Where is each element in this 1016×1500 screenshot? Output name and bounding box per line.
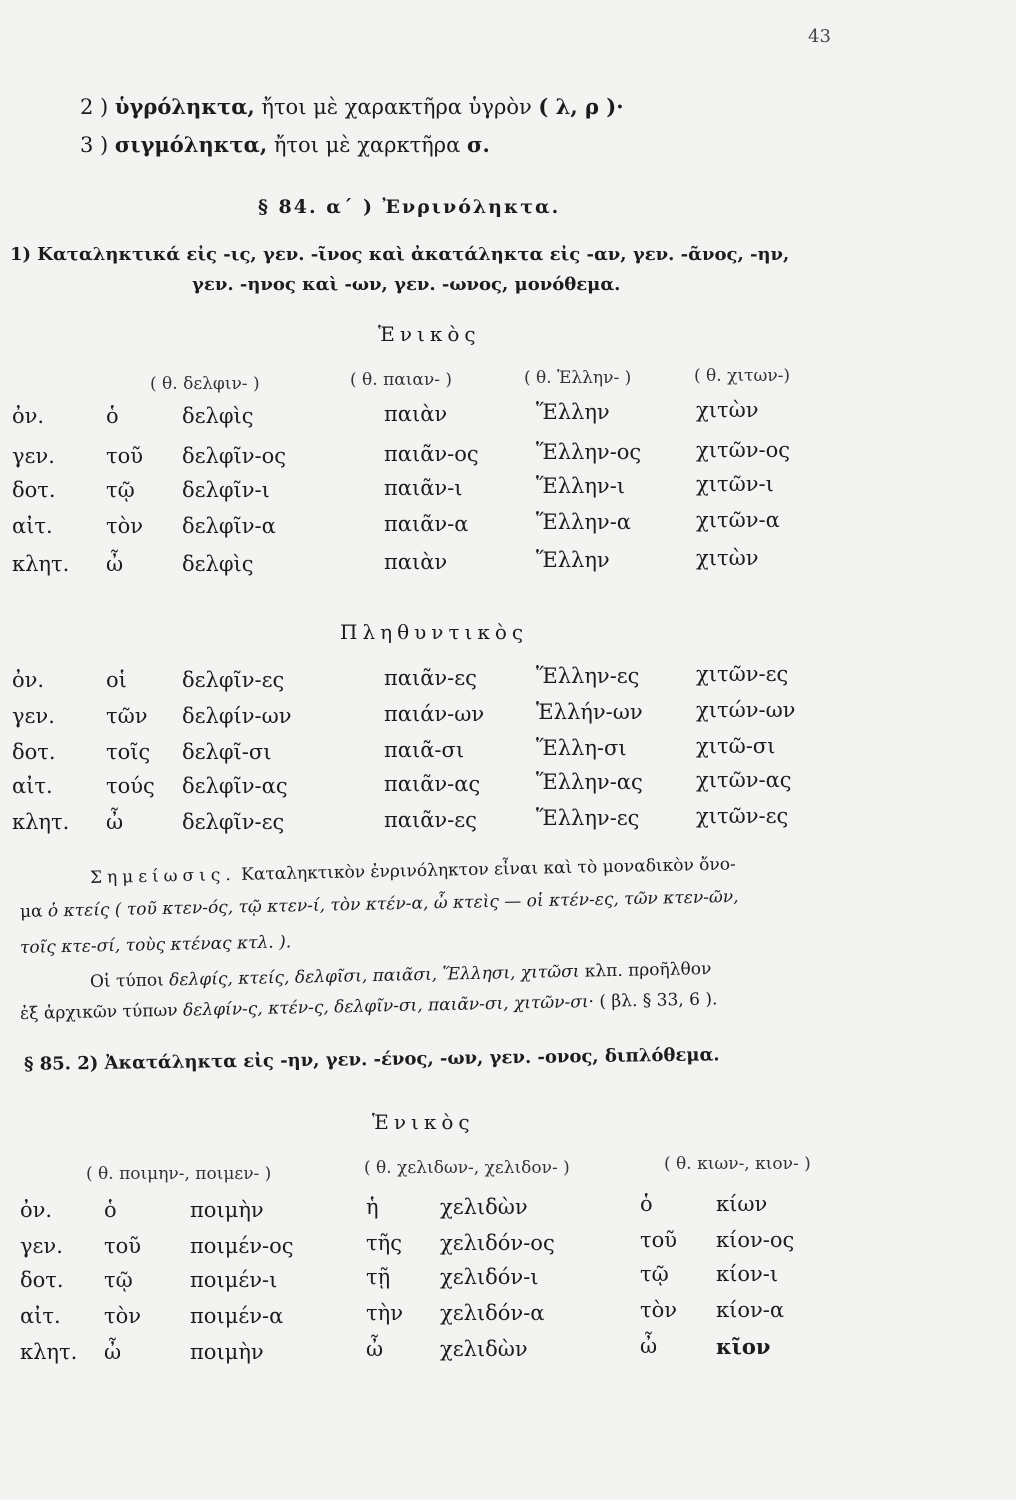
- form-chiton: χιτῶν-ι: [696, 472, 774, 496]
- case-label: αἰτ.: [12, 514, 53, 538]
- form-hellen: Ἕλλην: [536, 400, 610, 424]
- form-hellen: Ἑλλήν-ων: [536, 700, 643, 724]
- item-number: 2 ): [80, 95, 109, 119]
- note-line-4: [89, 958, 712, 992]
- form-paian: παιᾶν-α: [384, 512, 469, 536]
- form-chiton: χιτῶν-ες: [696, 804, 789, 828]
- section-85-heading: § 85. 2) Ἀκατάληκτα εἰς -ην, γεν. -ένος, -ων, γεν. -ονος, διπλόθεμα.: [23, 1044, 720, 1075]
- article: τοῦ: [640, 1228, 678, 1252]
- article: τῷ: [640, 1262, 669, 1286]
- note-italic-text: ὁ κτείς ( τοῦ κτεν-ός, τῷ κτεν-ί, τὸν κτέν-α, ὦ κτεὶς — οἱ κτέν-ες, τῶν κτεν-ῶν,: [47, 886, 739, 922]
- article: τοῦ: [104, 1234, 142, 1258]
- article: οἱ: [106, 668, 127, 692]
- case-label: γεν.: [12, 444, 55, 468]
- page-number: 43: [808, 26, 831, 47]
- form-poimen: ποιμέν-ος: [190, 1234, 294, 1258]
- stem-header-chiton: ( θ. χιτων-): [694, 366, 791, 386]
- form-delphin: δελφῖν-α: [182, 514, 276, 538]
- section-85-singular-heading: Ἑνικὸς: [372, 1110, 475, 1134]
- note-line-3: [20, 934, 292, 957]
- form-poimen: ποιμέν-ι: [190, 1268, 278, 1292]
- note-line-5: [20, 991, 718, 1023]
- form-paian: παιᾶν-ος: [384, 442, 479, 466]
- form-paian: παιάν-ων: [384, 702, 485, 726]
- item-number: 3 ): [80, 133, 109, 157]
- form-poimen: ποιμὴν: [190, 1340, 264, 1364]
- case-label: αἰτ.: [20, 1304, 61, 1328]
- form-poimen: ποιμέν-α: [190, 1304, 284, 1328]
- stem-header-kion: ( θ. κιων-, κιον- ): [664, 1154, 811, 1174]
- form-paian: παιὰν: [384, 402, 448, 426]
- form-chiton: χιτῶν-ας: [696, 768, 792, 792]
- form-kion: κίον-α: [716, 1298, 785, 1322]
- article: ἡ: [366, 1195, 379, 1219]
- stem-header-chelidon: ( θ. χελιδων-, χελιδον- ): [364, 1158, 570, 1178]
- form-delphin: δελφῖν-ες: [182, 810, 285, 834]
- term: ὑγρόληκτα,: [114, 94, 255, 119]
- article: τοῖς: [106, 740, 151, 764]
- note-italic-text: δελφίς, κτείς, δελφῖσι, παιᾶσι, Ἕλλησι, χιτῶσι: [168, 961, 580, 991]
- form-delphin: δελφίν-ων: [182, 704, 292, 728]
- form-chelidon: χελιδόν-ι: [440, 1265, 539, 1289]
- form-delphin: δελφὶς: [182, 404, 254, 428]
- singular-heading: Ἑνικὸς: [378, 322, 481, 346]
- form-paian: παιᾶ-σι: [384, 738, 465, 762]
- note-italic-text: τοῖς κτε-σί, τοὺς κτένας κτλ. ).: [19, 932, 292, 958]
- form-chiton: χιτὼν: [696, 546, 759, 570]
- form-chiton: χιτῶν-α: [696, 508, 780, 532]
- note-line-2: [19, 886, 739, 922]
- form-chelidon: χελιδὼν: [440, 1337, 528, 1361]
- form-delphin: δελφῖ-σι: [182, 740, 272, 764]
- section-84-rule-line-2: γεν. -ηνος καὶ -ων, γεν. -ωνος, μονόθεμα.: [192, 274, 621, 295]
- note-text: ἐξ ἀρχικῶν τύπων: [19, 1000, 178, 1024]
- form-delphin: δελφῖν-ι: [182, 478, 270, 502]
- case-label: δοτ.: [12, 478, 56, 502]
- form-delphin: δελφῖν-ες: [182, 668, 285, 692]
- form-hellen: Ἕλλη-σι: [536, 736, 627, 760]
- case-label: κλητ.: [12, 810, 70, 834]
- intro-item-2: [80, 94, 624, 119]
- article: ὁ: [104, 1198, 117, 1222]
- note-text: μα: [19, 901, 43, 922]
- note-italic-text: δελφίν-ς, κτέν-ς, δελφῖν-σι, παιᾶν-σι, χιτῶν-σι·: [182, 991, 595, 1021]
- form-hellen: Ἕλλην-ας: [536, 770, 643, 794]
- article: τῷ: [106, 478, 135, 502]
- form-hellen: Ἕλλην-ες: [536, 664, 640, 688]
- characters: σ.: [466, 132, 490, 157]
- plural-heading: Πληθυντικὸς: [340, 620, 529, 644]
- case-label: κλητ.: [12, 552, 70, 576]
- article: τὸν: [106, 514, 144, 538]
- characters: ( λ, ρ )·: [538, 94, 624, 119]
- form-chelidon: χελιδόν-α: [440, 1301, 545, 1325]
- case-label: δοτ.: [12, 740, 56, 764]
- article: τούς: [106, 774, 155, 798]
- article: ὦ: [640, 1334, 658, 1358]
- case-label: γεν.: [12, 704, 55, 728]
- form-paian: παιὰν: [384, 550, 448, 574]
- form-chiton: χιτών-ων: [696, 698, 796, 722]
- form-chelidon: χελιδὼν: [440, 1195, 528, 1219]
- form-chelidon: χελιδόν-ος: [440, 1231, 555, 1255]
- note-text: Καταληκτικὸν ἐνρινόληκτον εἶναι καὶ τὸ μοναδικὸν ὄνο-: [240, 854, 736, 885]
- form-paian: παιᾶν-ες: [384, 666, 477, 690]
- article: τοῦ: [106, 444, 144, 468]
- form-delphin: δελφῖν-ος: [182, 444, 287, 468]
- form-delphin: δελφὶς: [182, 552, 254, 576]
- term: σιγμόληκτα,: [114, 132, 268, 157]
- form-paian: παιᾶν-ες: [384, 808, 477, 832]
- article: ὦ: [106, 552, 124, 576]
- case-label: ὀν.: [12, 404, 45, 428]
- form-paian: παιᾶν-ι: [384, 476, 463, 500]
- intro-item-3: [80, 132, 490, 157]
- case-label: γεν.: [20, 1234, 63, 1258]
- form-kion: κίων: [716, 1192, 768, 1216]
- case-label: ὀν.: [20, 1198, 53, 1222]
- form-chiton: χιτὼν: [696, 398, 759, 422]
- form-kion: κίον-ι: [716, 1262, 779, 1286]
- section-84-heading: § 84. α΄ ) Ἐνρινόληκτα.: [258, 196, 561, 218]
- form-hellen: Ἕλλην: [536, 548, 610, 572]
- article: ὦ: [104, 1340, 122, 1364]
- article: τὸν: [104, 1304, 142, 1328]
- stem-header-delphin: ( θ. δελφιν- ): [150, 374, 260, 394]
- form-hellen: Ἕλλην-ες: [536, 806, 640, 830]
- article: τῇ: [366, 1265, 391, 1289]
- form-paian: παιᾶν-ας: [384, 772, 481, 796]
- note-text: ( βλ. § 33, 6 ).: [599, 989, 718, 1012]
- article: ὁ: [106, 404, 119, 428]
- form-hellen: Ἕλλην-α: [536, 510, 631, 534]
- form-hellen: Ἕλλην-ος: [536, 440, 642, 464]
- form-hellen: Ἕλλην-ι: [536, 474, 626, 498]
- case-label: ὀν.: [12, 668, 45, 692]
- article: ὦ: [366, 1337, 384, 1361]
- form-chiton: χιτῶν-ες: [696, 662, 789, 686]
- note-text: Οἱ τύποι: [89, 970, 165, 992]
- stem-header-poimen: ( θ. ποιμην-, ποιμεν- ): [86, 1164, 272, 1184]
- case-label: αἰτ.: [12, 774, 53, 798]
- article: τὴν: [366, 1301, 403, 1325]
- definition: ἤτοι μὲ χαρκτῆρα: [273, 133, 461, 157]
- article: τὸν: [640, 1298, 678, 1322]
- article: τῶν: [106, 704, 148, 728]
- form-chiton: χιτῶ-σι: [696, 734, 776, 758]
- form-kion: κῖον: [716, 1334, 771, 1359]
- form-kion: κίον-ος: [716, 1228, 795, 1252]
- article: τῆς: [366, 1231, 402, 1255]
- stem-header-paian: ( θ. παιαν- ): [350, 370, 452, 390]
- note-label: Σημείωσις.: [89, 864, 236, 888]
- article: τῷ: [104, 1268, 133, 1292]
- case-label: κλητ.: [20, 1340, 78, 1364]
- note-line-1: [90, 856, 736, 887]
- article: ὁ: [640, 1192, 653, 1216]
- article: ὦ: [106, 810, 124, 834]
- note-text: κλπ. προῆλθον: [584, 958, 712, 982]
- definition: ἤτοι μὲ χαρακτῆρα ὑγρὸν: [261, 95, 532, 119]
- case-label: δοτ.: [20, 1268, 64, 1292]
- form-poimen: ποιμὴν: [190, 1198, 264, 1222]
- form-chiton: χιτῶν-ος: [696, 438, 790, 462]
- section-84-rule-line-1: 1) Καταληκτικά εἰς -ις, γεν. -ῖνος καὶ ἀκατάληκτα εἰς -αν, γεν. -ᾶνος, -ην,: [10, 244, 790, 265]
- form-delphin: δελφῖν-ας: [182, 774, 288, 798]
- stem-header-hellen: ( θ. Ἑλλην- ): [524, 368, 632, 388]
